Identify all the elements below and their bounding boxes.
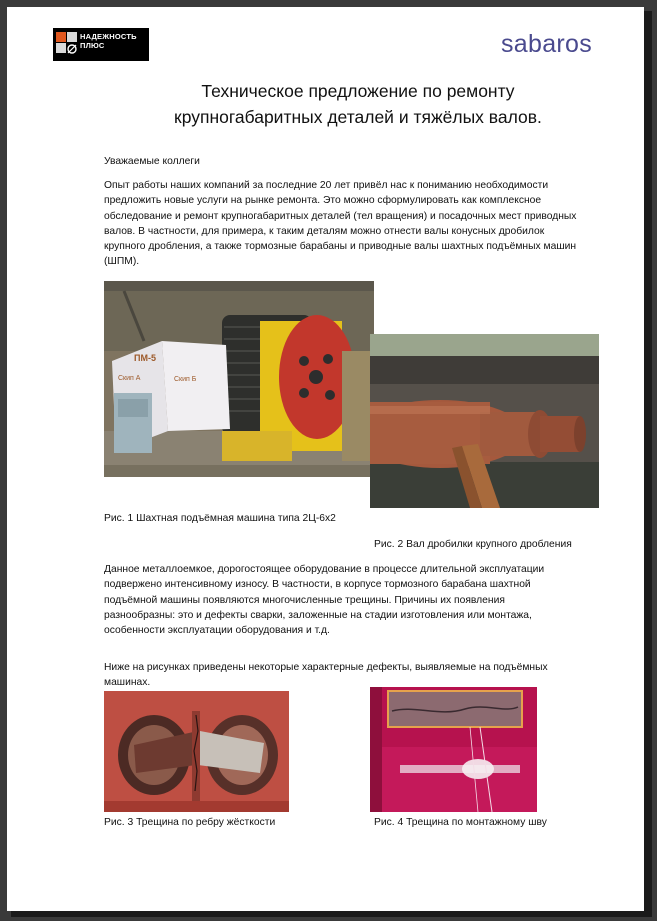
figure-weld-crack	[370, 687, 537, 812]
title-line-1: Техническое предложение по ремонту	[201, 81, 515, 101]
hoist-label-a: Скип А	[118, 375, 141, 382]
logo-line-1: НАДЕЖНОСТЬ	[80, 32, 137, 41]
paragraph-line: Опыт работы наших компаний за последние 20 лет привёл нас к пониманию необходимости	[104, 180, 549, 191]
logo-mark-icon	[67, 43, 77, 55]
nadezhnost-plus-logo	[53, 28, 149, 61]
document-title	[107, 78, 609, 130]
paragraph-line: машинах.	[104, 677, 151, 689]
paragraph-line: предложить новые услуги на рынке ремонта. Это можно сформулировать как комплексное	[104, 195, 542, 207]
paragraph-line: крупного дробления, а также тормозные барабаны и приводные валы шахтных подъёмных машин	[104, 241, 577, 253]
paragraph-line: подвержено интенсивному износу. В частности, в корпусе тормозного барабана шахтной	[104, 579, 531, 591]
document-page	[7, 7, 644, 911]
caption-fig3: Рис. 3 Трещина по ребру жёсткости	[104, 817, 276, 828]
paragraph-intro	[104, 178, 614, 270]
greeting: Уважаемые коллеги	[104, 156, 200, 167]
figure-rib-crack	[104, 691, 289, 812]
paragraph-line: подъёмной машины появляются многочисленные трещины. Причины их появления	[104, 594, 505, 606]
title-line-2: крупногабаритных деталей и тяжёлых валов.	[174, 107, 542, 127]
caption-fig4: Рис. 4 Трещина по монтажному шву	[374, 817, 547, 828]
logo-line-2: ПЛЮС	[80, 41, 105, 50]
paragraph-line: Ниже на рисунках приведены некоторые характерные дефекты, выявляемые на подъёмных	[104, 662, 548, 673]
paragraph-line: особенности эксплуатации оборудования и т.д.	[104, 625, 330, 637]
caption-fig1: Рис. 1 Шахтная подъёмная машина типа 2Ц-6х2	[104, 513, 336, 524]
page-shadow-bottom	[11, 911, 652, 917]
hoist-label-b: Скип Б	[174, 376, 197, 383]
figure-crusher-shaft	[370, 334, 599, 508]
paragraph-line: Данное металлоемкое, дорогостоящее оборудование в процессе длительной эксплуатации	[104, 564, 545, 575]
page-shadow-right	[644, 11, 652, 914]
paragraph-line: обследование и ремонт крупногабаритных деталей (тел вращения) и посадочных мест приводных	[104, 210, 577, 222]
paragraph-wear	[104, 562, 614, 638]
paragraph-line: валов. В частности, для примера, к таким деталям можно отнести валы конусных дробилок	[104, 225, 545, 237]
hoist-label-top: ПМ-5	[134, 353, 156, 363]
paragraph-line: (ШПМ).	[104, 256, 140, 268]
figure-mine-hoist	[104, 281, 374, 477]
caption-fig2: Рис. 2 Вал дробилки крупного дробления	[374, 539, 572, 550]
sabaros-logo: sabaros	[501, 30, 593, 58]
paragraph-line: разнообразны: это и дефекты сварки, заложенные на стадии изготовления или монтажа,	[104, 609, 532, 621]
paragraph-defects	[104, 660, 614, 691]
